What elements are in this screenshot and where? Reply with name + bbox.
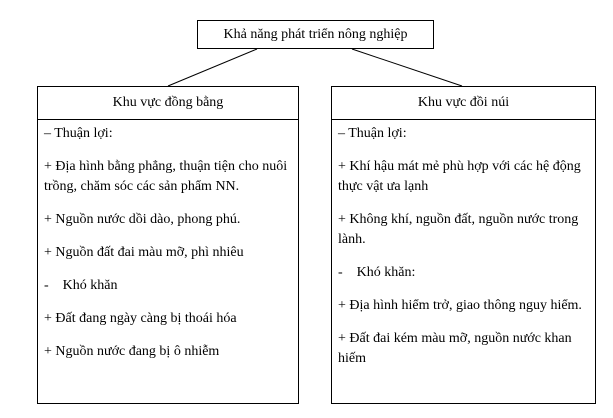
- left-item: - Khó khăn: [44, 278, 118, 293]
- right-header-box: [331, 86, 596, 120]
- left-item: + Nguồn nước dồi dào, phong phú.: [44, 212, 241, 227]
- right-item: + Địa hình hiểm trở, giao thông nguy hiểm.: [338, 298, 582, 313]
- connector-right: [352, 49, 462, 86]
- left-item: + Nguồn đất đai màu mỡ, phì nhiêu: [44, 245, 244, 260]
- diagram-title-box: [197, 20, 434, 49]
- left-header-box: [37, 86, 299, 120]
- right-item: – Thuận lợi:: [338, 126, 407, 141]
- left-item: – Thuận lợi:: [44, 126, 113, 141]
- left-item: + Địa hình bằng phẳng, thuận tiện cho nuôi trồng, chăm sóc các sản phẩm NN.: [44, 159, 288, 194]
- right-item: - Khó khăn:: [338, 265, 416, 280]
- right-item: + Khí hậu mát mẻ phù hợp với các hệ động thực vật ưa lạnh: [338, 159, 581, 194]
- right-header: Khu vực đồi núi: [417, 95, 510, 110]
- right-item: + Không khí, nguồn đất, nguồn nước trong lành.: [338, 212, 579, 247]
- left-content-box: [37, 119, 299, 404]
- connector-left: [168, 49, 257, 86]
- right-content-box: [331, 119, 596, 404]
- left-header: Khu vực đồng bằng: [112, 95, 224, 110]
- diagram-title: Khả năng phát triển nông nghiệp: [223, 27, 408, 42]
- right-item: + Đất đai kém màu mỡ, nguồn nước khan hiếm: [338, 331, 572, 366]
- left-item: + Đất đang ngày càng bị thoái hóa: [44, 311, 237, 326]
- left-item: + Nguồn nước đang bị ô nhiễm: [44, 344, 220, 359]
